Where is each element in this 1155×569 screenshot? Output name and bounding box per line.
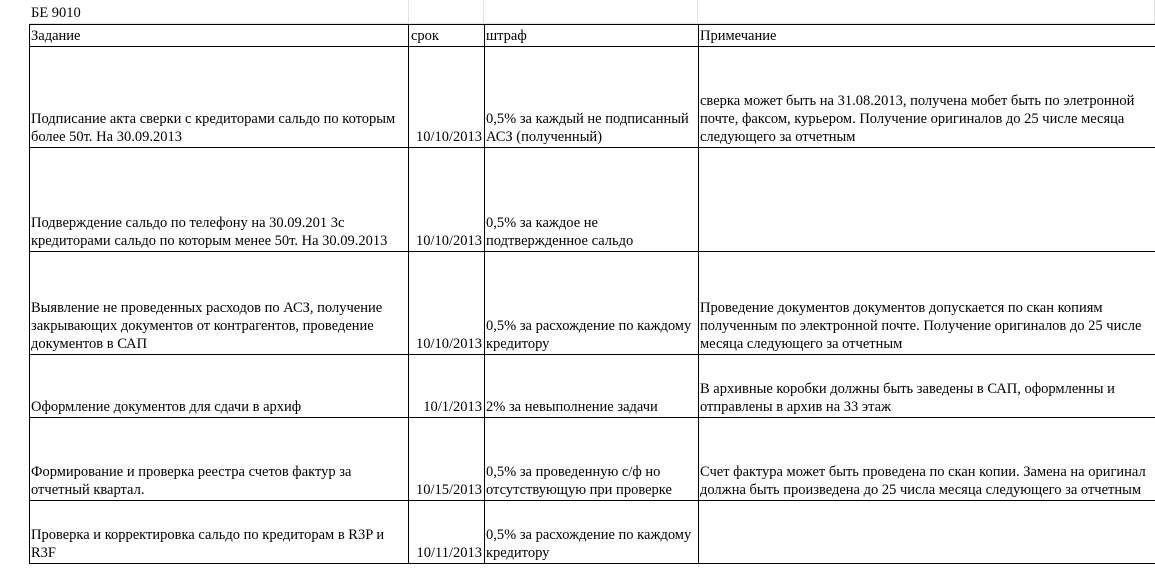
row-2-task[interactable] (29, 148, 409, 251)
deadline-text: 10/15/2013 (415, 482, 482, 498)
penalty-text: 0,5% за расхождение по каждому кредитору (486, 318, 692, 352)
table-border-left (29, 24, 30, 564)
row-divider (29, 251, 1155, 252)
row-4-penalty[interactable] (484, 355, 698, 417)
header-penalty[interactable] (484, 25, 698, 46)
sheet-title: БЕ 9010 (31, 5, 81, 21)
row-5-task[interactable] (29, 418, 409, 500)
row-3-note[interactable] (698, 252, 1155, 354)
row-3-task[interactable] (29, 252, 409, 354)
deadline-text: 10/10/2013 (415, 336, 482, 352)
penalty-text: 0,5% за каждый не подписанный АСЗ (полученный) (486, 111, 689, 145)
header-note[interactable] (698, 25, 1155, 46)
note-text: Проведение документов документов допускается по скан копиям полученным по электронной почте. Получение оригиналов до 25 числе месяца следующего за отчетным (700, 300, 1142, 352)
row-4-note[interactable] (698, 355, 1155, 417)
column-divider (484, 24, 485, 564)
task-text: Выявление не проведенных расходов по АСЗ, получение закрывающих документов от контрагентов, проведение документов в САП (31, 300, 383, 352)
row-5-note[interactable] (698, 418, 1155, 500)
task-text: Подверждение сальдо по телефону на 30.09.201 3с кредиторами сальдо по которым менее 50т. На 30.09.2013 (31, 215, 388, 249)
row-2-penalty[interactable] (484, 148, 698, 251)
row-divider (29, 147, 1155, 148)
row-1-task[interactable] (29, 47, 409, 147)
row-4-deadline[interactable] (409, 355, 484, 417)
task-text: Проверка и корректировка сальдо по кредиторам в R3P и R3F (31, 527, 385, 561)
header-task[interactable] (29, 25, 409, 46)
table-border-top (29, 24, 1155, 25)
row-6-penalty[interactable] (484, 501, 698, 563)
deadline-text: 10/1/2013 (423, 399, 482, 415)
deadline-text: 10/11/2013 (416, 545, 482, 561)
header-note-label: Примечание (700, 28, 777, 44)
row-divider (29, 46, 1155, 47)
penalty-text: 0,5% за расхождение по каждому кредитору (486, 527, 692, 561)
row-6-task[interactable] (29, 501, 409, 563)
deadline-text: 10/10/2013 (415, 233, 482, 249)
row-1-note[interactable] (698, 47, 1155, 147)
row-4-task[interactable] (29, 355, 409, 417)
row-divider (29, 500, 1155, 501)
row-1-penalty[interactable] (484, 47, 698, 147)
header-deadline[interactable] (409, 25, 484, 46)
empty-cell[interactable] (484, 0, 698, 24)
row-3-deadline[interactable] (409, 252, 484, 354)
row-1-deadline[interactable] (409, 47, 484, 147)
header-penalty-label: штраф (486, 28, 527, 44)
task-text: Оформление документов для сдачи в архиф (31, 399, 302, 415)
header-deadline-label: срок (411, 28, 439, 44)
row-5-penalty[interactable] (484, 418, 698, 500)
note-text: Счет фактура может быть проведена по скан копии. Замена на оригинал должна быть произведена до 25 числа месяца следующего за отчетным (700, 464, 1146, 498)
column-divider (698, 24, 699, 564)
task-text: Подписание акта сверки с кредиторами сальдо по которым более 50т. На 30.09.2013 (31, 111, 396, 145)
row-6-deadline[interactable] (409, 501, 484, 563)
empty-cell[interactable] (409, 0, 484, 24)
column-divider (408, 24, 409, 564)
sheet-title-cell[interactable] (29, 0, 409, 24)
row-3-penalty[interactable] (484, 252, 698, 354)
penalty-text: 0,5% за каждое не подтвержденное сальдо (486, 215, 634, 249)
table-border-bottom (29, 563, 1155, 564)
note-text: сверка может быть на 31.08.2013, получена мобет быть по элетронной почте, факсом, курьером. Получение оригиналов до 25 числе месяца следующего за отчетным (700, 93, 1135, 145)
penalty-text: 0,5% за проведенную с/ф но отсутствующую при проверке (486, 464, 672, 498)
row-2-deadline[interactable] (409, 148, 484, 251)
row-2-note[interactable] (698, 148, 1155, 251)
header-task-label: Задание (31, 28, 81, 44)
deadline-text: 10/10/2013 (415, 129, 482, 145)
row-divider (29, 417, 1155, 418)
task-text: Формирование и проверка реестра счетов фактур за отчетный квартал. (31, 464, 352, 498)
row-divider (29, 354, 1155, 355)
empty-cell[interactable] (698, 0, 1155, 24)
note-text: В архивные коробки должны быть заведены в САП, оформленны и отправлены в архив на 33 этаж (700, 381, 1115, 415)
row-6-note[interactable] (698, 501, 1155, 563)
row-5-deadline[interactable] (409, 418, 484, 500)
penalty-text: 2% за невыполнение задачи (486, 399, 658, 415)
